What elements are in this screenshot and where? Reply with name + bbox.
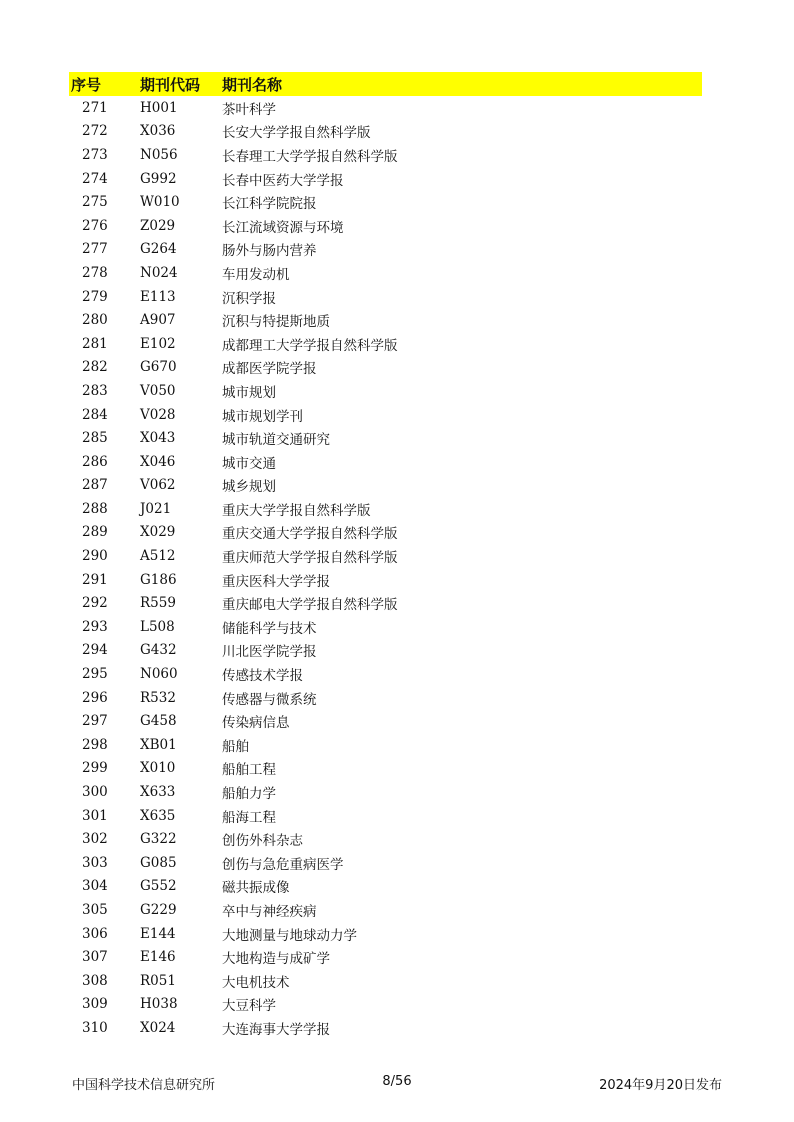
- cell-code: W010: [140, 194, 180, 211]
- cell-name: 沉积学报: [222, 290, 276, 307]
- table-row: [69, 922, 702, 946]
- cell-name: 成都医学院学报: [222, 361, 317, 378]
- cell-serial: 296: [82, 689, 108, 706]
- cell-serial: 279: [82, 288, 108, 305]
- table-row: [69, 308, 702, 332]
- cell-name: 肠外与肠内营养: [222, 243, 317, 260]
- cell-serial: 281: [82, 335, 108, 352]
- cell-name: 重庆交通大学学报自然科学版: [222, 526, 398, 543]
- cell-code: X036: [140, 123, 176, 140]
- cell-name: 船海工程: [222, 809, 276, 826]
- footer-organization: 中国科学技术信息研究所: [72, 1078, 216, 1093]
- cell-name: 重庆师范大学学报自然科学版: [222, 550, 398, 567]
- footer-publish-date: 2024年9月20日发布: [599, 1078, 722, 1093]
- table-row: [69, 969, 702, 993]
- cell-serial: 289: [82, 524, 108, 541]
- header-serial: 序号: [69, 72, 140, 96]
- cell-code: H038: [140, 996, 178, 1013]
- cell-serial: 288: [82, 500, 108, 517]
- cell-name: 大电机技术: [222, 974, 290, 991]
- cell-code: E113: [140, 288, 176, 305]
- cell-name: 卒中与神经疾病: [222, 903, 317, 920]
- cell-code: X024: [140, 1019, 176, 1036]
- cell-name: 大地测量与地球动力学: [222, 927, 357, 944]
- cell-code: G229: [140, 901, 177, 918]
- cell-serial: 271: [82, 99, 108, 116]
- cell-serial: 301: [82, 807, 108, 824]
- table-row: [69, 875, 702, 899]
- page-footer: [72, 1074, 722, 1094]
- table-row: [69, 945, 702, 969]
- cell-serial: 273: [82, 146, 108, 163]
- header-name: 期刊名称: [222, 72, 702, 96]
- table-row: [69, 827, 702, 851]
- cell-code: Z029: [140, 217, 176, 234]
- cell-serial: 306: [82, 925, 108, 942]
- cell-name: 创伤与急危重病医学: [222, 856, 344, 873]
- table-row: [69, 403, 702, 427]
- cell-serial: 297: [82, 713, 108, 730]
- cell-code: G552: [140, 878, 177, 895]
- cell-name: 重庆大学学报自然科学版: [222, 502, 371, 519]
- cell-code: E144: [140, 925, 176, 942]
- table-row: [69, 120, 702, 144]
- cell-name: 长安大学学报自然科学版: [222, 125, 371, 142]
- cell-code: X043: [140, 430, 176, 447]
- cell-code: V028: [140, 406, 176, 423]
- cell-name: 大连海事大学学报: [222, 1021, 330, 1038]
- cell-serial: 286: [82, 453, 108, 470]
- table-row: [69, 214, 702, 238]
- cell-name: 船舶力学: [222, 786, 276, 803]
- cell-name: 川北医学院学报: [222, 644, 317, 661]
- cell-serial: 292: [82, 595, 108, 612]
- table-header-row: [69, 72, 702, 96]
- cell-serial: 287: [82, 477, 108, 494]
- cell-name: 船舶: [222, 738, 249, 755]
- cell-serial: 309: [82, 996, 108, 1013]
- cell-serial: 303: [82, 854, 108, 871]
- table-row: [69, 544, 702, 568]
- cell-serial: 298: [82, 736, 108, 753]
- cell-code: A907: [140, 312, 176, 329]
- cell-serial: 275: [82, 194, 108, 211]
- cell-name: 沉积与特提斯地质: [222, 314, 330, 331]
- cell-code: H001: [140, 99, 178, 116]
- cell-code: R051: [140, 972, 176, 989]
- cell-name: 城市交通: [222, 455, 276, 472]
- table-row: [69, 426, 702, 450]
- cell-serial: 293: [82, 618, 108, 635]
- cell-serial: 305: [82, 901, 108, 918]
- cell-name: 创伤外科杂志: [222, 833, 303, 850]
- cell-name: 传感器与微系统: [222, 691, 317, 708]
- cell-serial: 294: [82, 642, 108, 659]
- cell-code: G432: [140, 642, 177, 659]
- table-row: [69, 497, 702, 521]
- cell-serial: 276: [82, 217, 108, 234]
- cell-name: 城乡规划: [222, 479, 276, 496]
- cell-name: 城市规划学刊: [222, 408, 303, 425]
- cell-serial: 272: [82, 123, 108, 140]
- footer-page-number: 8/56: [382, 1074, 412, 1089]
- table-row: [69, 261, 702, 285]
- cell-code: E102: [140, 335, 176, 352]
- cell-serial: 280: [82, 312, 108, 329]
- table-row: [69, 96, 702, 120]
- cell-code: X029: [140, 524, 176, 541]
- cell-code: R559: [140, 595, 176, 612]
- table-row: [69, 662, 702, 686]
- cell-serial: 300: [82, 784, 108, 801]
- table-row: [69, 143, 702, 167]
- cell-name: 储能科学与技术: [222, 620, 317, 637]
- cell-name: 长江流域资源与环境: [222, 219, 344, 236]
- table-row: [69, 285, 702, 309]
- table-row: [69, 450, 702, 474]
- cell-code: XB01: [140, 736, 177, 753]
- cell-serial: 310: [82, 1019, 108, 1036]
- cell-code: X010: [140, 760, 176, 777]
- cell-code: X046: [140, 453, 176, 470]
- table-row: [69, 686, 702, 710]
- cell-code: X633: [140, 784, 176, 801]
- cell-code: G085: [140, 854, 177, 871]
- header-code: 期刊代码: [140, 72, 222, 96]
- table-row: [69, 1016, 702, 1040]
- cell-name: 大豆科学: [222, 998, 276, 1015]
- cell-code: X635: [140, 807, 176, 824]
- cell-code: N060: [140, 666, 178, 683]
- cell-name: 传染病信息: [222, 715, 290, 732]
- cell-code: G670: [140, 359, 177, 376]
- table-row: [69, 591, 702, 615]
- cell-serial: 283: [82, 382, 108, 399]
- cell-serial: 284: [82, 406, 108, 423]
- cell-name: 城市轨道交通研究: [222, 432, 330, 449]
- table-row: [69, 167, 702, 191]
- table-row: [69, 474, 702, 498]
- cell-name: 长春中医药大学学报: [222, 172, 344, 189]
- cell-serial: 274: [82, 170, 108, 187]
- cell-code: J021: [140, 500, 172, 517]
- cell-name: 车用发动机: [222, 266, 290, 283]
- cell-serial: 282: [82, 359, 108, 376]
- cell-name: 重庆邮电大学学报自然科学版: [222, 597, 398, 614]
- cell-code: G264: [140, 241, 177, 258]
- cell-name: 成都理工大学学报自然科学版: [222, 337, 398, 354]
- table-row: [69, 521, 702, 545]
- cell-code: N024: [140, 264, 178, 281]
- table-row: [69, 733, 702, 757]
- cell-code: A512: [140, 548, 176, 565]
- cell-name: 城市规划: [222, 384, 276, 401]
- table-body: [69, 96, 702, 1040]
- cell-serial: 307: [82, 949, 108, 966]
- cell-serial: 285: [82, 430, 108, 447]
- table-row: [69, 379, 702, 403]
- cell-code: N056: [140, 146, 178, 163]
- table-row: [69, 993, 702, 1017]
- table-row: [69, 804, 702, 828]
- cell-name: 长春理工大学学报自然科学版: [222, 148, 398, 165]
- cell-serial: 299: [82, 760, 108, 777]
- cell-serial: 304: [82, 878, 108, 895]
- cell-name: 大地构造与成矿学: [222, 951, 330, 968]
- cell-code: R532: [140, 689, 176, 706]
- cell-serial: 302: [82, 831, 108, 848]
- table-row: [69, 190, 702, 214]
- table-row: [69, 332, 702, 356]
- table-row: [69, 898, 702, 922]
- cell-serial: 308: [82, 972, 108, 989]
- cell-code: G186: [140, 571, 177, 588]
- table-row: [69, 356, 702, 380]
- cell-code: G458: [140, 713, 177, 730]
- table-row: [69, 568, 702, 592]
- table-row: [69, 709, 702, 733]
- cell-serial: 278: [82, 264, 108, 281]
- table-row: [69, 851, 702, 875]
- table-row: [69, 780, 702, 804]
- table-row: [69, 615, 702, 639]
- cell-name: 长江科学院院报: [222, 196, 317, 213]
- cell-serial: 291: [82, 571, 108, 588]
- journal-table: [69, 72, 702, 1040]
- cell-code: E146: [140, 949, 176, 966]
- cell-name: 重庆医科大学学报: [222, 573, 330, 590]
- cell-name: 磁共振成像: [222, 880, 290, 897]
- cell-name: 传感技术学报: [222, 668, 303, 685]
- cell-serial: 295: [82, 666, 108, 683]
- cell-code: V050: [140, 382, 176, 399]
- cell-code: V062: [140, 477, 176, 494]
- cell-code: G322: [140, 831, 177, 848]
- cell-serial: 277: [82, 241, 108, 258]
- cell-code: G992: [140, 170, 177, 187]
- table-row: [69, 639, 702, 663]
- cell-serial: 290: [82, 548, 108, 565]
- cell-name: 茶叶科学: [222, 101, 276, 118]
- table-row: [69, 238, 702, 262]
- cell-code: L508: [140, 618, 175, 635]
- table-row: [69, 757, 702, 781]
- cell-name: 船舶工程: [222, 762, 276, 779]
